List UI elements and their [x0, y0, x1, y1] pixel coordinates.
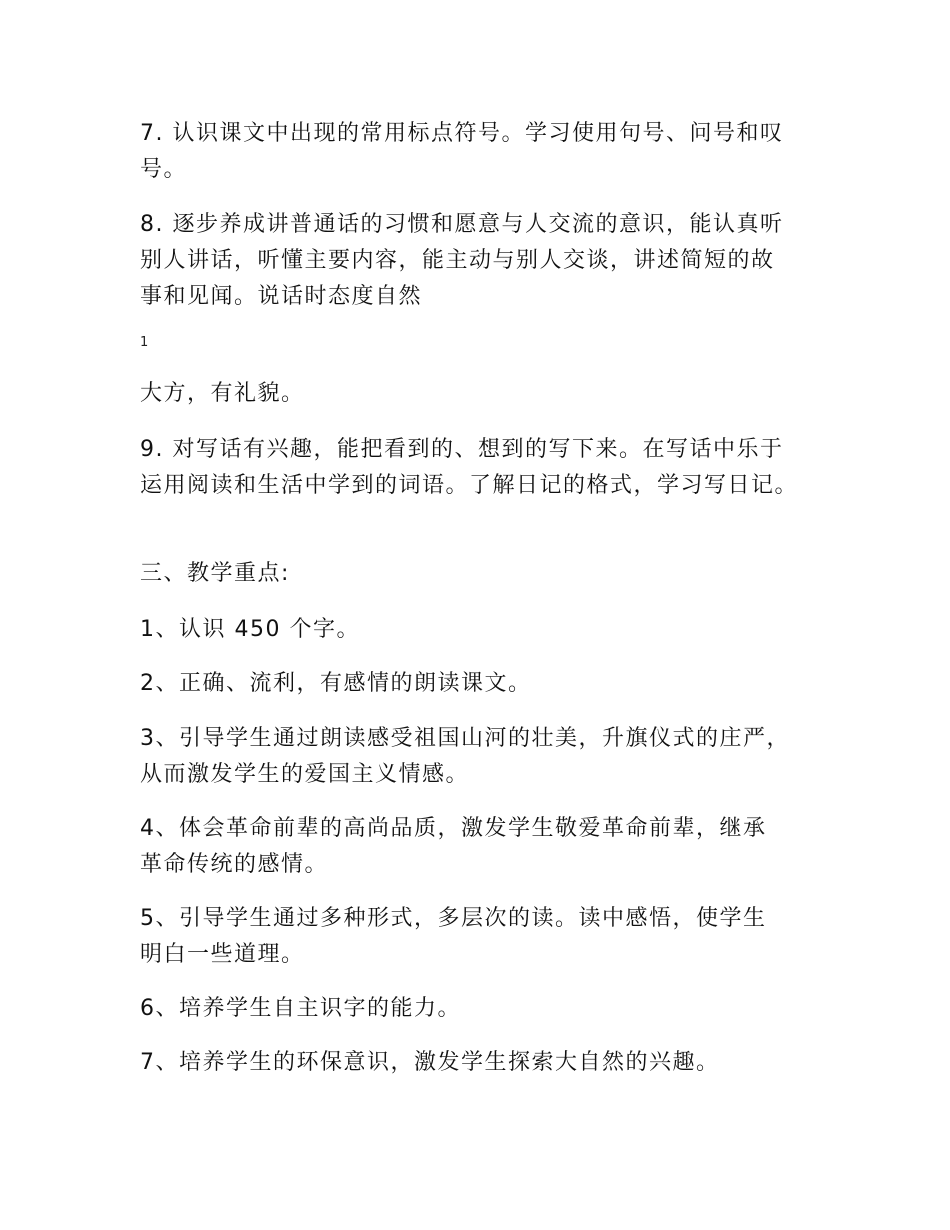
paragraph-line: 运用阅读和生活中学到的词语。了解日记的格式，学习写日记。	[140, 473, 799, 498]
list-item: 4、体会革命前辈的高尚品质，激发学生敬爱革命前辈，继承	[140, 816, 767, 841]
list-item-continuation: 明白一些道理。	[140, 942, 305, 967]
paragraph-line: 号。	[140, 157, 188, 182]
page-number: 1	[140, 335, 149, 350]
list-item-continuation: 革命传统的感情。	[140, 852, 329, 877]
list-item: 2、正确、流利，有感情的朗读课文。	[140, 671, 532, 696]
paragraph-line: 7. 认识课文中出现的常用标点符号。学习使用句号、问号和叹	[140, 121, 784, 146]
list-item: 7、培养学生的环保意识，激发学生探索大自然的兴趣。	[140, 1050, 720, 1075]
paragraph-line: 8. 逐步养成讲普通话的习惯和愿意与人交流的意识，能认真听	[140, 212, 784, 237]
list-item-continuation: 从而激发学生的爱国主义情感。	[140, 762, 470, 787]
list-item: 6、培养学生自主识字的能力。	[140, 996, 461, 1021]
list-item: 1、认识 450 个字。	[140, 617, 360, 642]
list-item: 5、引导学生通过多种形式，多层次的读。读中感悟，使学生	[140, 906, 767, 931]
section-heading: 三、教学重点:	[140, 561, 290, 586]
paragraph-line: 9. 对写话有兴趣，能把看到的、想到的写下来。在写话中乐于	[140, 437, 784, 462]
paragraph-line: 别人讲话，听懂主要内容，能主动与别人交谈，讲述简短的故	[140, 248, 775, 273]
paragraph-line: 大方，有礼貌。	[140, 381, 305, 406]
paragraph-line: 事和见闻。说话时态度自然	[140, 284, 423, 309]
list-item: 3、引导学生通过朗读感受祖国山河的壮美，升旗仪式的庄严，	[140, 726, 790, 751]
